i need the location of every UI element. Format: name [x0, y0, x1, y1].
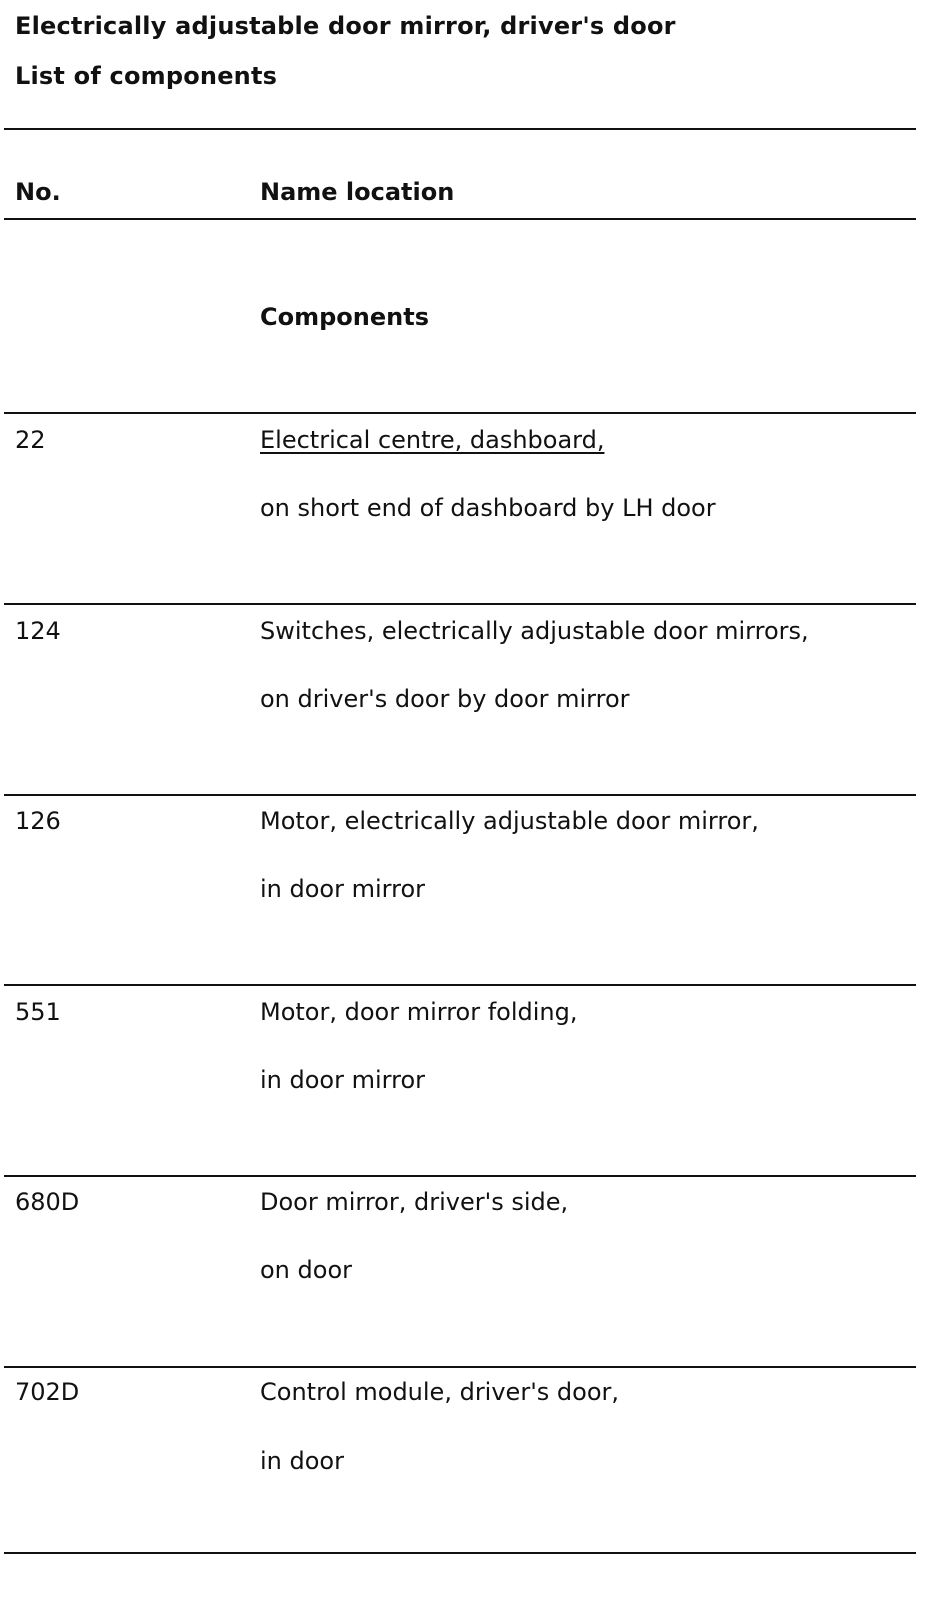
component-location: in door — [260, 1447, 344, 1475]
document-title: Electrically adjustable door mirror, driver's door — [15, 12, 676, 40]
row-divider — [4, 794, 916, 796]
row-divider — [4, 1366, 916, 1368]
component-name: Motor, door mirror folding, — [260, 998, 578, 1026]
component-location: on door — [260, 1256, 352, 1284]
component-location: in door mirror — [260, 1066, 425, 1094]
component-number: 551 — [15, 998, 61, 1026]
component-number: 126 — [15, 807, 61, 835]
document-subtitle: List of components — [15, 62, 278, 90]
component-number: 22 — [15, 426, 46, 454]
row-divider — [4, 984, 916, 986]
row-divider — [4, 412, 916, 414]
component-number: 702D — [15, 1378, 80, 1406]
column-header-name-location: Name location — [260, 178, 455, 206]
column-header-no: No. — [15, 178, 61, 206]
component-name: Motor, electrically adjustable door mirror, — [260, 807, 759, 835]
header-rule — [4, 218, 916, 220]
component-name: Control module, driver's door, — [260, 1378, 620, 1406]
component-location: on driver's door by door mirror — [260, 685, 630, 713]
component-location: on short end of dashboard by LH door — [260, 494, 716, 522]
component-name-link[interactable]: Electrical centre, dashboard, — [260, 426, 605, 454]
row-divider — [4, 603, 916, 605]
top-rule — [4, 128, 916, 130]
component-name: Door mirror, driver's side, — [260, 1188, 569, 1216]
component-location: in door mirror — [260, 875, 425, 903]
section-heading: Components — [260, 303, 429, 331]
component-number: 680D — [15, 1188, 80, 1216]
bottom-rule — [4, 1552, 916, 1554]
row-divider — [4, 1175, 916, 1177]
component-name: Switches, electrically adjustable door mirrors, — [260, 617, 809, 645]
component-number: 124 — [15, 617, 61, 645]
